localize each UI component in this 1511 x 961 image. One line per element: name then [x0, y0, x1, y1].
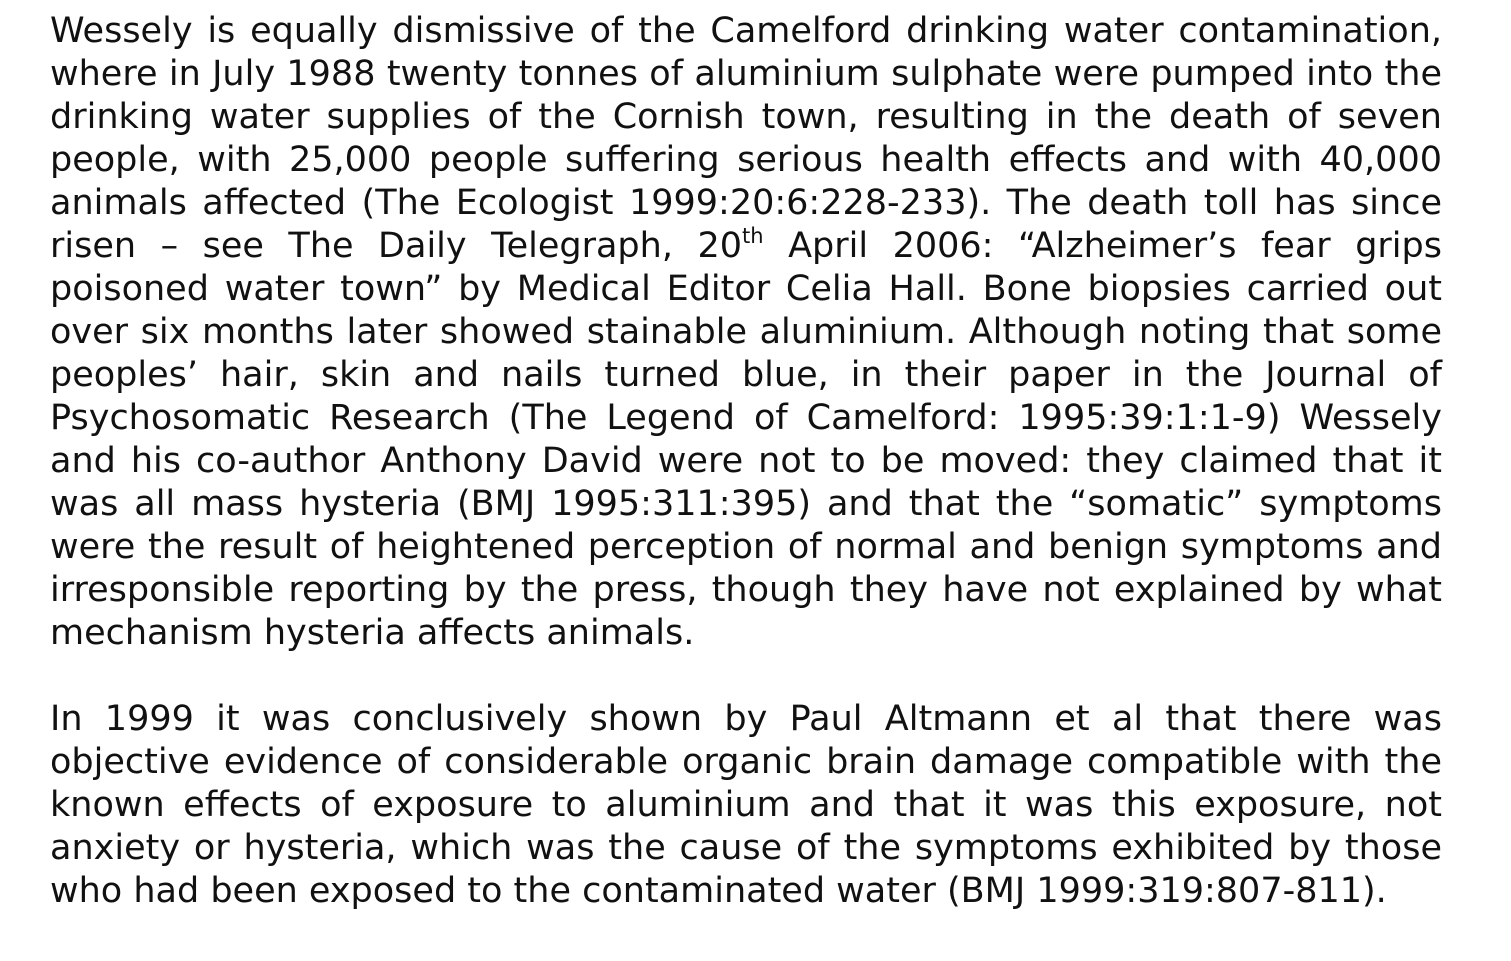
- ordinal-superscript: th: [742, 224, 764, 248]
- paragraph-camelford-contamination: [50, 10, 1442, 655]
- paragraph-text-part-1: Wessely is equally dismissive of the Camelford drinking water contamination, where in July 1988 twenty tonnes of aluminium sulphate were pumped into the drinking water supplies of the Cornish town, resulting in the death of seven people, with 25,000 people suffering serious health effects and with 40,000 animals affected (The Ecologist 1999:20:6:228-233). The death toll has since risen – see The Daily Telegraph, 20: [50, 11, 1442, 266]
- document-page: [50, 10, 1442, 913]
- paragraph-text-part-2: April 2006: “Alzheimer’s fear grips poisoned water town” by Medical Editor Celia Hall. Bone biopsies carried out over six months later showed stainable aluminium. Although noting that some peoples’ hair, skin and nails turned blue, in their paper in the Journal of Psychosomatic Research (The Legend of Camelford: 1995:39:1:1-9) Wessely and his co-author Anthony David were not to be moved: they claimed that it was all mass hysteria (BMJ 1995:311:395) and that the “somatic” symptoms were the result of heightened perception of normal and benign symptoms and irresponsible reporting by the press, though they have not explained by what mechanism hysteria affects animals.: [50, 226, 1442, 653]
- paragraph-altmann-evidence: In 1999 it was conclusively shown by Paul Altmann et al that there was objective evidence of considerable organic brain damage compatible with the known effects of exposure to aluminium and that it was this exposure, not anxiety or hysteria, which was the cause of the symptoms exhibited by those who had been exposed to the contaminated water (BMJ 1999:319:807-811).: [50, 699, 1442, 911]
